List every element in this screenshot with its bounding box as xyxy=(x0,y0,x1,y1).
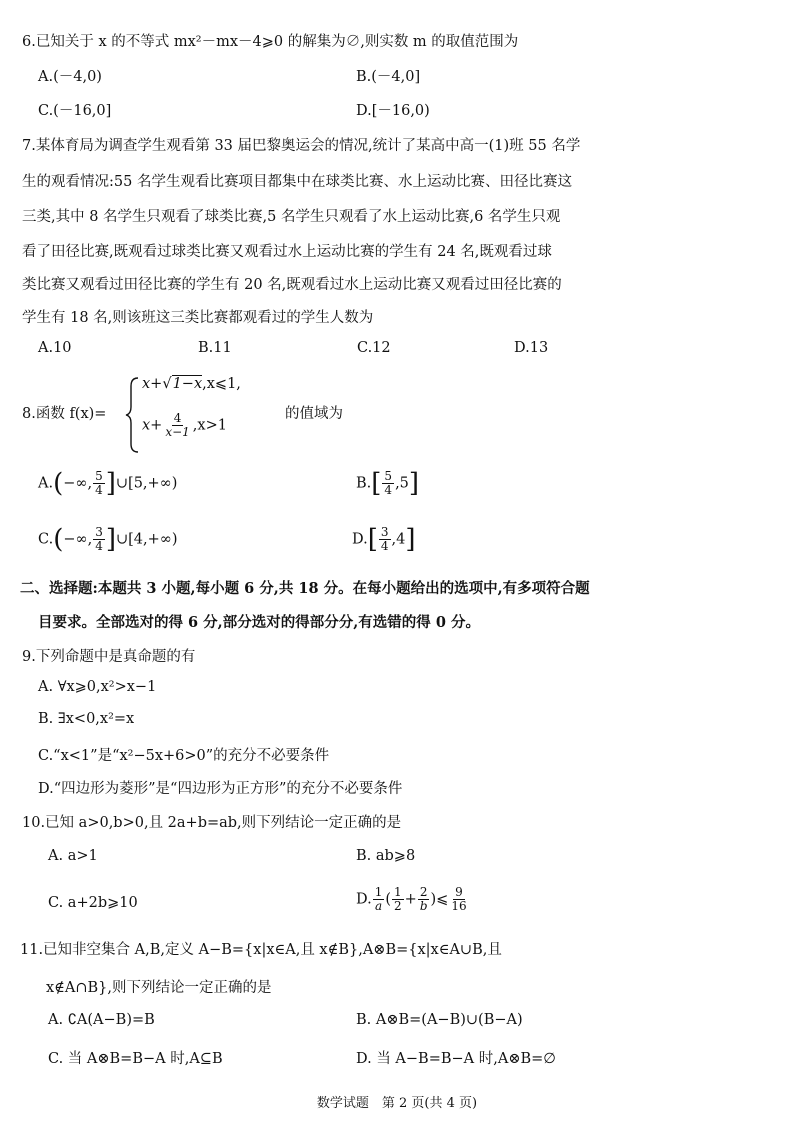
q8-case-2 xyxy=(142,412,227,439)
q10-d-open: ( xyxy=(385,891,392,908)
q8-option-b-label: B. xyxy=(356,475,372,492)
section-2-header-line-2: 目要求。全部选对的得 6 分,部分选对的得部分分,有选错的得 0 分。 xyxy=(38,614,480,631)
q8-option-d-den: 4 xyxy=(380,539,389,553)
q10-option-c: C. a+2b⩾10 xyxy=(48,895,138,911)
q7-option-c: C.12 xyxy=(357,340,391,356)
q10-d-n4: 9 xyxy=(455,885,463,899)
q8-option-a-post: ∪[5,+∞) xyxy=(115,475,178,492)
q8-case-2-frac xyxy=(163,412,191,439)
q8-option-a-num: 5 xyxy=(95,469,103,483)
q7-line-1: 7.某体育局为调查学生观看第 33 届巴黎奥运会的情况,统计了某高中高一(1)班 55 名学 xyxy=(22,138,581,154)
q8-option-c-den: 4 xyxy=(95,539,103,553)
q8-option-c-pre: −∞, xyxy=(63,531,93,548)
q11-option-d: D. 当 A−B=B−A 时,A⊗B=∅ xyxy=(356,1051,556,1067)
q10-option-d-frac-3 xyxy=(418,886,430,913)
q10-d-n3: 2 xyxy=(419,885,428,899)
q9-option-d: D.“四边形为菱形”是“四边形为正方形”的充分不必要条件 xyxy=(38,781,403,797)
q9-option-a: A. ∀x⩾0,x²>x−1 xyxy=(38,679,157,695)
q7-option-a: A.10 xyxy=(38,340,72,356)
q6-option-a: A.(－4,0) xyxy=(38,69,102,85)
q11-line-1: 11.已知非空集合 A,B,定义 A−B={x|x∈A,且 x∉B},A⊗B={x|x∈A∪B,且 xyxy=(20,942,502,958)
q8-option-c-label: C. xyxy=(38,531,54,548)
q10-d-close: )⩽ xyxy=(430,891,449,908)
q8-case-1-sqrt: 1−x xyxy=(172,376,203,392)
q8-option-d-frac xyxy=(379,526,391,553)
q8-option-d-label: D. xyxy=(352,531,368,548)
q10-d-n2: 1 xyxy=(394,885,402,899)
q10-option-a: A. a>1 xyxy=(48,848,98,864)
q10-option-d-frac-4 xyxy=(449,886,468,913)
q10-d-n1: 1 xyxy=(374,885,383,899)
q10-option-d-label: D. xyxy=(356,891,372,908)
q11-option-c: C. 当 A⊗B=B−A 时,A⊆B xyxy=(48,1051,223,1067)
q8-case-1-b: ,x⩽1, xyxy=(202,376,241,392)
q10-option-b: B. ab⩾8 xyxy=(356,848,416,864)
q8-option-a: A.(−∞, $\frac{5}{4}$ ]∪[5,+∞) xyxy=(38,468,178,499)
q8-option-d-post: ,4 xyxy=(391,531,406,548)
q10-d-d4: 16 xyxy=(451,899,467,913)
q7-line-5: 类比赛又观看过田径比赛的学生有 20 名,既观看过水上运动比赛又观看过田径比赛的 xyxy=(22,277,562,293)
q8-suffix: 的值域为 xyxy=(285,406,343,422)
q7-line-2: 生的观看情况:55 名学生观看比赛项目都集中在球类比赛、水上运动比赛、田径比赛这 xyxy=(22,174,572,190)
q8-option-c-frac xyxy=(93,526,105,553)
q8-case-2-num: 4 xyxy=(173,411,182,425)
q8-case-2-b: ,x>1 xyxy=(192,417,227,434)
q8-option-a-frac xyxy=(93,470,105,497)
q8-option-d-num: 3 xyxy=(380,525,389,539)
q8-option-b-num: 5 xyxy=(384,469,393,483)
q10-option-d-frac-2 xyxy=(392,886,404,913)
q6-stem: 6.已知关于 x 的不等式 mx²－mx－4⩾0 的解集为∅,则实数 m 的取值范围为 xyxy=(22,34,519,50)
q8-option-d: D.[ $\frac{3}{4}$ ,4] xyxy=(352,524,416,555)
q9-stem: 9.下列命题中是真命题的有 xyxy=(22,649,196,665)
q8-option-b-den: 4 xyxy=(384,483,393,497)
q10-d-d2: 2 xyxy=(394,899,402,913)
q7-line-6: 学生有 18 名,则该班这三类比赛都观看过的学生人数为 xyxy=(22,310,374,326)
q6-option-d: D.[－16,0) xyxy=(356,103,430,119)
q8-option-a-den: 4 xyxy=(95,483,103,497)
q7-line-3: 三类,其中 8 名学生只观看了球类比赛,5 名学生只观看了水上运动比赛,6 名学生只观 xyxy=(22,209,561,225)
q10-stem: 10.已知 a>0,b>0,且 2a+b=ab,则下列结论一定正确的是 xyxy=(22,815,402,831)
q10-d-d3: b xyxy=(419,899,428,913)
q8-option-a-pre: −∞, xyxy=(63,475,93,492)
q6-option-c: C.(－16,0] xyxy=(38,103,112,119)
q8-option-c-post: ∪[4,+∞) xyxy=(115,531,178,548)
q11-line-2: x∉A∩B},则下列结论一定正确的是 xyxy=(46,980,272,996)
q10-d-plus: + xyxy=(404,891,417,908)
q8-case-1: x+√1−x,x⩽1, xyxy=(142,376,241,392)
q8-option-b-post: ,5 xyxy=(395,475,409,492)
q8-case-2-den: x−1 xyxy=(165,425,190,439)
q10-option-d-frac-1 xyxy=(373,886,385,913)
q8-case-2-a: x+ xyxy=(142,417,163,434)
q11-option-b: B. A⊗B=(A−B)∪(B−A) xyxy=(356,1012,523,1028)
q10-option-d xyxy=(356,886,470,913)
q8-option-b: B.[ $\frac{5}{4}$ ,5] xyxy=(356,468,420,499)
q7-option-d: D.13 xyxy=(514,340,549,356)
q8-option-c: C.(−∞, $\frac{3}{4}$ ]∪[4,+∞) xyxy=(38,524,178,555)
q8-stem xyxy=(22,376,422,450)
q8-brace xyxy=(124,376,140,454)
q8-option-a-label: A. xyxy=(38,475,54,492)
q9-option-b: B. ∃x<0,x²=x xyxy=(38,711,135,727)
section-2-header-line-1: 二、选择题:本题共 3 小题,每小题 6 分,共 18 分。在每小题给出的选项中,有多项符合题 xyxy=(20,580,590,597)
q8-option-b-frac xyxy=(382,470,394,497)
q8-option-c-num: 3 xyxy=(95,525,103,539)
page-footer: 数学试题 第 2 页(共 4 页) xyxy=(316,1096,478,1111)
q8-case-1-a: x+ xyxy=(142,376,163,392)
q7-option-b: B.11 xyxy=(198,340,232,356)
q8-prefix: 8.函数 f(x)= xyxy=(22,406,107,422)
q6-option-b: B.(－4,0] xyxy=(356,69,421,85)
q7-line-4: 看了田径比赛,既观看过球类比赛又观看过水上运动比赛的学生有 24 名,既观看过球 xyxy=(22,244,552,260)
q10-d-d1: a xyxy=(374,899,383,913)
q9-option-c: C.“x<1”是“x²−5x+6>0”的充分不必要条件 xyxy=(38,748,330,764)
q11-option-a: A. ∁A(A−B)=B xyxy=(48,1012,155,1028)
